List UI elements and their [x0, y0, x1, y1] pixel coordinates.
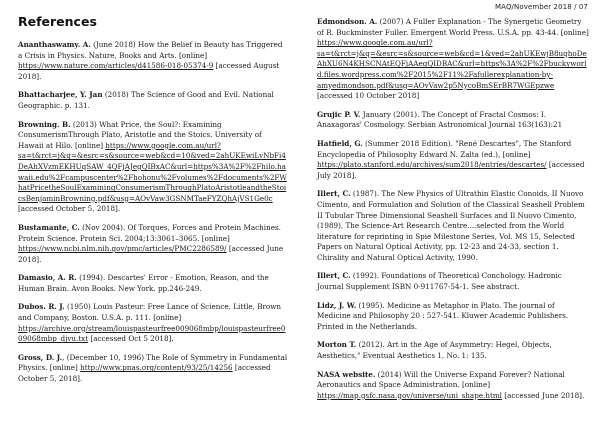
reference-tail: [accessed June 2018].	[18, 244, 284, 264]
reference-text: (June 2018) How the Belief in Beauty has Triggered a Crisis in Physics. Nature, Books and Arts. [online]	[18, 40, 283, 60]
reference-entry	[317, 189, 589, 263]
reference-text: (2018) The Science of Good and Evil. National Geographic. p. 131.	[18, 90, 274, 110]
reference-author: Ananthaswamy. A.	[18, 40, 91, 49]
reference-author: Damasio, A. R.	[18, 273, 77, 283]
reference-entry	[317, 110, 589, 131]
reference-text: (1950) Louis Pasteur: Free Lance of Science. Little, Brown and Company, Boston. U.S.A. p. 111. [online]	[18, 302, 282, 323]
reference-text: (2014) Will the Universe Expand Forever? National Aeronautics and Space Administration. [online]	[317, 369, 565, 390]
reference-text: (2012). Art in the Age of Asymmetry: Hegel, Objects, Aesthetics," Eventual Aesthetics 1, No. 1: 135.	[317, 340, 552, 361]
references-column-left	[18, 40, 288, 393]
reference-author: Hatfield, G.	[317, 138, 363, 148]
page-header: MAQ/November 2018 / 07	[495, 3, 588, 11]
reference-text: (1995). Medicine as Metaphor in Plato. The journal of Medicine and Philosophy 20 : 527-541. Kluwer Academic Publishers. Printed in the Netherlands.	[317, 300, 569, 331]
reference-link[interactable]: https://map.gsfc.nasa.gov/universe/uni_shape.html	[317, 390, 502, 400]
reference-text: (1994). Descartes' Error - Emotion, Reason, and the Human Brain. Avon Books. New York. pp.246-249.	[18, 273, 269, 293]
reference-author: Edmondson. A.	[317, 17, 378, 26]
reference-link[interactable]: https://www.google.com.au/url?sa=t&rct=j&q=&esrc=s&source=web&cd=1&ved=2ahUKEwjB8uqhoDeAhXU6N4KHSCNAtEQFjAAegQIDBAC&url=https%3A%2F%2Fbuckyworld.files.wordpress.com%2F2015%2F11%2Fafullerexplanation-by-amyedmondson.pdf&usg=AOvVaw2p5NycoBmSErBR7WGEpzwe	[317, 38, 587, 90]
reference-link[interactable]: https://www.ncbi.nlm.nih.gov/pmc/articles/PMC2286589/	[18, 244, 227, 254]
reference-entry	[18, 40, 288, 82]
reference-entry	[317, 17, 589, 102]
reference-author: Bhattacharjee, Y. Jan	[18, 90, 103, 100]
reference-link[interactable]: https://plato.stanford.edu/archives/sum2018/entries/descartes/	[317, 160, 547, 170]
reference-author: Gross, D. J.	[18, 352, 63, 362]
reference-text: January (2001). The Concept of Fractal Cosmos: I. Anaxagoras' Cosmology. Serbian Astronomical Journal 163(163):21	[317, 109, 563, 130]
reference-tail: [accessed Oct 5 2018].	[88, 334, 174, 344]
reference-text: (2013) What Price, the Soul?: Examining ConsumerismThrough Plato, Aristotle and the Stoics. University of Hawaii at Hilo. [online]	[18, 119, 262, 150]
reference-text: (Summer 2018 Edition). "René Descartes", The Stanford Encyclopedia of Philosophy Edward N. Zalta (ed.), [online]	[317, 138, 572, 159]
reference-link[interactable]: http://www.pnas.org/content/93/25/14256	[80, 363, 233, 373]
references-heading: References	[18, 14, 97, 29]
reference-link[interactable]: https://www.google.com.au/url?sa=t&rct=j&q=&esrc=s&source=web&cd=10&ved=2ahUKEwiLvNbFi4DeAhXVzmEKHUqSAW_4QFjAJegQIBxAC&url=https%3A%2F%2Fhilo.hawaii.edu%2Fcampuscenter%2Fhohonu%2Fvolumes%2Fdocuments%2FWhatPricetheSoulExaminingConsumerismThroughPlatoAristotleandtheStoicsBenjaminBrowning.pdf&usg=AOvVaw3GSNMTaeFYZQhAjVS1Ge0c	[18, 140, 287, 203]
reference-author: Morton T.	[317, 340, 357, 350]
reference-tail: [accessed 10 October 2018]	[317, 91, 420, 101]
reference-link[interactable]: https://archive.org/stream/louispasteurfree009068mbp/louispasteurfree009068mbp_djvu.txt	[18, 323, 286, 344]
reference-entry	[317, 301, 589, 333]
reference-author: Grujic P. V.	[317, 109, 361, 119]
reference-author: Bustamante, C.	[18, 222, 80, 232]
reference-tail: [accessed October 5, 2018].	[18, 204, 121, 214]
reference-entry	[317, 139, 589, 181]
reference-text: (Nov 2004). Of Torques, Forces and Protein Machines. Protein Science. Protein Sci. 2004;13:3061–3065. [online]	[18, 222, 281, 243]
reference-author: Dubos. R. J.	[18, 302, 65, 312]
reference-author: Lidz, J. W.	[317, 300, 357, 310]
reference-author: Illert, C.	[317, 189, 351, 199]
reference-entry	[317, 340, 589, 361]
reference-entry	[18, 353, 288, 385]
reference-tail: [accessed July 2018].	[317, 160, 585, 180]
reference-tail: [accessed August 2018].	[18, 61, 280, 81]
reference-entry	[18, 302, 288, 344]
reference-author: Browning. B.	[18, 119, 71, 129]
reference-text: (2007) A Fuller Explanation - The Synergetic Geometry of R. Buckminster Fuller. Emergent World Press. U.S.A. pp. 43-44. [online]	[317, 17, 589, 37]
reference-entry	[18, 273, 288, 294]
reference-entry	[18, 223, 288, 265]
reference-text: (1992). Foundations of Theoretical Conchology. Hadronic Journal Supplement ISBN 0-911767-54-1. See abstract.	[317, 271, 562, 292]
references-column-right	[317, 17, 589, 409]
reference-link[interactable]: https://www.nature.com/articles/d41586-018-05374-9	[18, 61, 214, 71]
reference-entry	[317, 271, 589, 292]
reference-author: NASA website.	[317, 369, 376, 379]
reference-tail: [accessed October 5, 2018].	[18, 363, 271, 384]
reference-entry	[317, 370, 589, 402]
reference-tail: [accessed June 2018].	[501, 390, 585, 400]
reference-text: , (December 10, 1996) The Role of Symmetry in Fundamental Physics. [online]	[18, 352, 288, 373]
reference-text: (1987). The New Physics of Ultrathin Elastic Conoids, II Nuovo Cimento, and Formulation and Solution of the Classical Seashell Problem II Tubular Three Dimensional Seashell Surfaces and Il Nuovo Cimento, (1989), The Science-Art Research Centre....selected from the World literature for reprinting in Spie Milestone Series, Vol. MS 15, Selected Papers on Natural Optical Activity, pp. 12-23 and 24-33, section 1. Chirality and Natural Optical Activity, 1990.	[317, 189, 585, 262]
reference-entry	[18, 120, 288, 215]
reference-author: Illert, C.	[317, 271, 351, 281]
reference-entry	[18, 90, 288, 111]
